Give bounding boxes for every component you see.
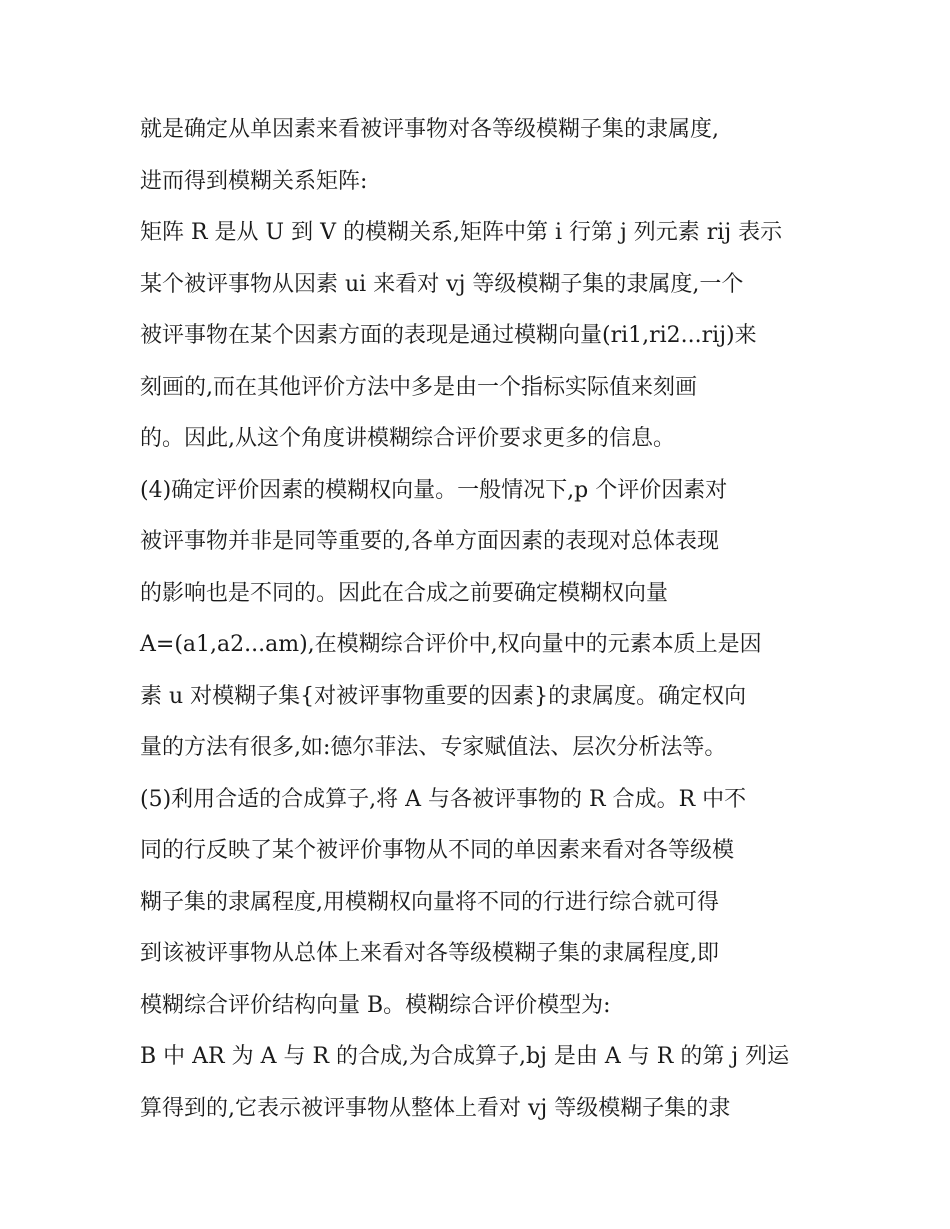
text-line: 某个被评事物从因素 ui 来看对 vj 等级模糊子集的隶属度,一个: [140, 271, 744, 297]
text-line: 素 u 对模糊子集{对被评事物重要的因素}的隶属度。确定权向: [140, 683, 747, 709]
text-line: 模糊综合评价结构向量 B。模糊综合评价模型为:: [140, 992, 611, 1018]
text-line: (5)利用合适的合成算子,将 A 与各被评事物的 R 合成。R 中不: [140, 786, 747, 812]
text-line: B 中 AR 为 A 与 R 的合成,为合成算子,bj 是由 A 与 R 的第 j 列运: [140, 1044, 790, 1069]
text-line: 被评事物在某个因素方面的表现是通过模糊向量(ri1,ri2...rij)来: [140, 323, 757, 348]
text-line: 算得到的,它表示被评事物从整体上看对 vj 等级模糊子集的隶: [140, 1095, 731, 1121]
text-line: 刻画的,而在其他评价方法中多是由一个指标实际值来刻画: [140, 374, 697, 400]
text-line: 进而得到模糊关系矩阵:: [140, 168, 368, 194]
text-line: (4)确定评价因素的模糊权向量。一般情况下,p 个评价因素对: [140, 477, 728, 503]
text-line: 的。因此,从这个角度讲模糊综合评价要求更多的信息。: [140, 426, 675, 451]
text-line: 到该被评事物从总体上来看对各等级模糊子集的隶属程度,即: [140, 941, 719, 966]
text-line: 同的行反映了某个被评价事物从不同的单因素来看对各等级模: [140, 838, 735, 863]
text-line: 就是确定从单因素来看被评事物对各等级模糊子集的隶属度,: [140, 117, 719, 142]
text-line: A=(a1,a2...am),在模糊综合评价中,权向量中的元素本质上是因: [140, 632, 762, 657]
text-line: 被评事物并非是同等重要的,各单方面因素的表现对总体表现: [140, 529, 719, 554]
body-text: [140, 104, 820, 1134]
text-line: 量的方法有很多,如:德尔菲法、专家赋值法、层次分析法等。: [140, 735, 727, 760]
text-line: 的影响也是不同的。因此在合成之前要确定模糊权向量: [140, 580, 669, 606]
text-line: 糊子集的隶属程度,用模糊权向量将不同的行进行综合就可得: [140, 889, 719, 915]
text-line: 矩阵 R 是从 U 到 V 的模糊关系,矩阵中第 i 行第 j 列元素 rij 表示: [140, 220, 783, 245]
